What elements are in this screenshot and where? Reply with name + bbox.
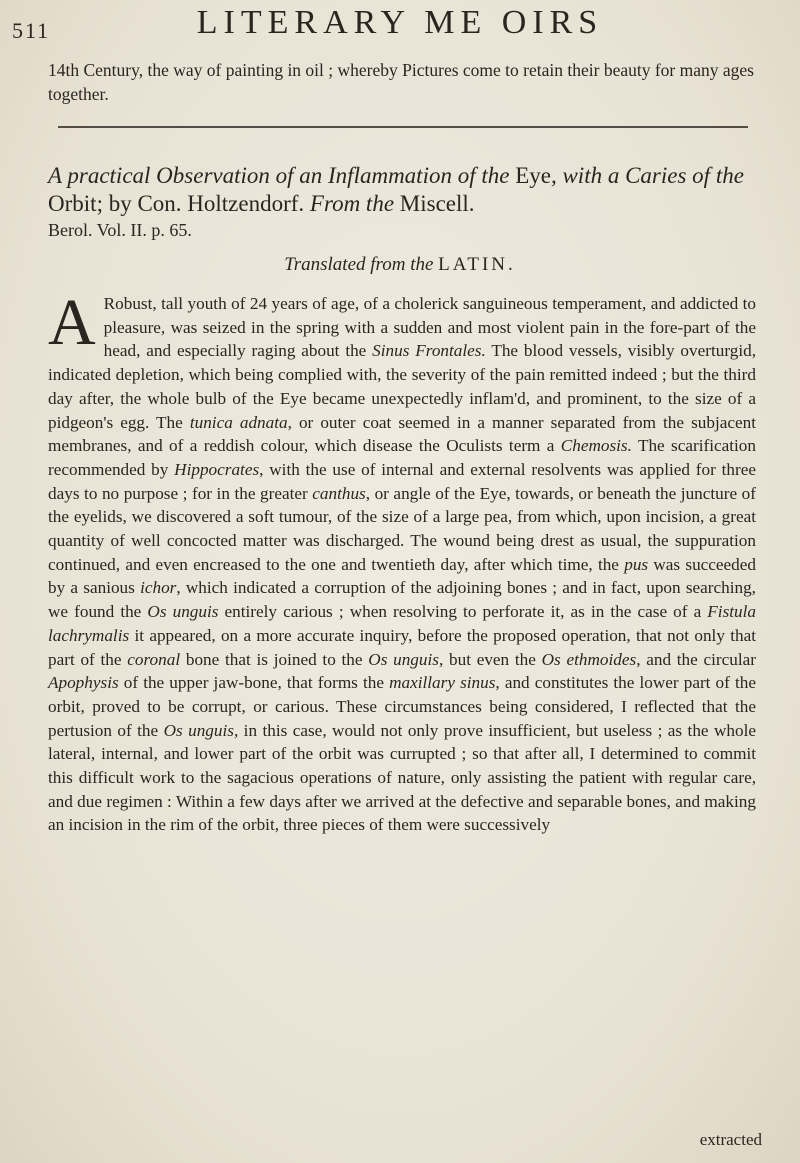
article-title <box>48 162 760 218</box>
body-text: , in this case, would not only prove insufficient, but useless ; as the whole lateral, internal, and lower part of the orbit was currupted ; so that after all, I determined to commit this difficult work to the sagacious operations of nature, only assisting the patient with regular care, and due regimen : Within a few days after we arrived at the defective and separable bones, and making an incision in the rim of the orbit, three pieces of them were successively <box>48 720 756 835</box>
body-term: Sinus Frontales. <box>372 341 486 361</box>
body-text: , or angle of the Eye, towards, or beneath the juncture of the eyelids, we discovered a soft tumour, of the size of a large pea, from which, upon incision, a great quantity of well concocted matter was discharged. The wound being drest as usual, the suppuration continued, and even encreased to the one and twentieth day, after which time, the <box>48 483 756 574</box>
body-term: Chemosis. <box>560 436 632 456</box>
title-part: Eye <box>515 163 551 188</box>
title-source: Miscell. <box>399 191 475 216</box>
body-term: tunica adnata <box>189 412 288 432</box>
title-part: ; by <box>96 191 138 216</box>
body-term: Os ethmoides <box>541 649 637 669</box>
body-text: it appeared, on a more accurate inquiry, before the proposed operation, that not only that part of the <box>48 625 756 669</box>
body-term: Apophysis <box>48 673 119 693</box>
title-part: A practical Observation of an Inflammation of the <box>48 163 516 188</box>
body-term: pus <box>624 554 649 574</box>
body-term: maxillary sinus <box>389 673 496 693</box>
body-text: was succeeded by a sanious <box>48 554 757 598</box>
body-text: Robust, tall youth of 24 years of age, of a cholerick sanguineous temperament, and addicted to pleasure, was seized in the spring with a sudden and most violent pain in the fore-part of the head, and especially raging about the <box>103 294 756 361</box>
body-term: Os unguis <box>368 649 439 669</box>
drop-cap: A <box>48 286 96 359</box>
page-number: 511 <box>12 18 51 43</box>
body-text: , or outer coat seemed in a manner separated from the subjacent membranes, and of a reddish colour, which disease the Oculists term a <box>48 412 756 456</box>
body-term: Os unguis <box>163 720 234 740</box>
body-term: ichor <box>140 578 177 598</box>
title-author: Con. Holtzendorf. <box>137 191 305 216</box>
article-body <box>48 286 757 837</box>
article-citation: Berol. Vol. II. p. 65. <box>48 220 192 240</box>
body-text: , but even the <box>438 649 542 669</box>
body-term: canthus <box>312 483 366 503</box>
title-part: Orbit <box>48 191 97 216</box>
body-text: The scarification recommended by <box>48 436 756 479</box>
body-term: Fistula lachrymalis <box>48 602 756 645</box>
body-term: coronal <box>127 649 181 669</box>
body-term: Os unguis <box>147 602 219 622</box>
body-text: entirely carious ; when resolving to perforate it, as in the case of a <box>218 602 708 622</box>
body-text: , and constitutes the lower part of the orbit, proved to be corrupt, or carious. These circumstances being considered, I reflected that the pertusion of the <box>48 673 756 740</box>
title-part: , with a Caries of the <box>550 163 744 188</box>
section-divider <box>58 126 748 128</box>
translation-language: LATIN. <box>438 254 516 275</box>
body-text: , which indicated a corruption of the adjoining bones ; and in fact, upon searching, we found the <box>48 578 756 622</box>
translation-prefix: Translated from the <box>284 254 439 275</box>
intro-paragraph: 14th Century, the way of painting in oil ; whereby Pictures come to retain their beauty for many ages together. <box>48 60 754 104</box>
body-term: Hippocrates <box>174 459 260 479</box>
translation-note <box>0 254 800 276</box>
body-text: The blood vessels, visibly overturgid, indicated depletion, which being complied with, the severity of the pain remitted indeed ; but the third day after, the whole bulb of the Eye became unexpectedly inflam'd, and prominent, to the size of a pidgeon's egg. The <box>48 341 756 432</box>
catchword: extracted <box>699 1130 762 1149</box>
body-text: bone that is joined to the <box>180 649 369 669</box>
body-text: of the upper jaw-bone, that forms the <box>118 673 390 693</box>
body-text: , and the circular <box>636 649 756 669</box>
body-text: , with the use of internal and external resolvents was applied for three days to no purpose ; for in the greater <box>48 459 757 503</box>
title-part: From the <box>304 191 400 216</box>
running-head: LITERARY ME OIRS <box>196 4 604 41</box>
